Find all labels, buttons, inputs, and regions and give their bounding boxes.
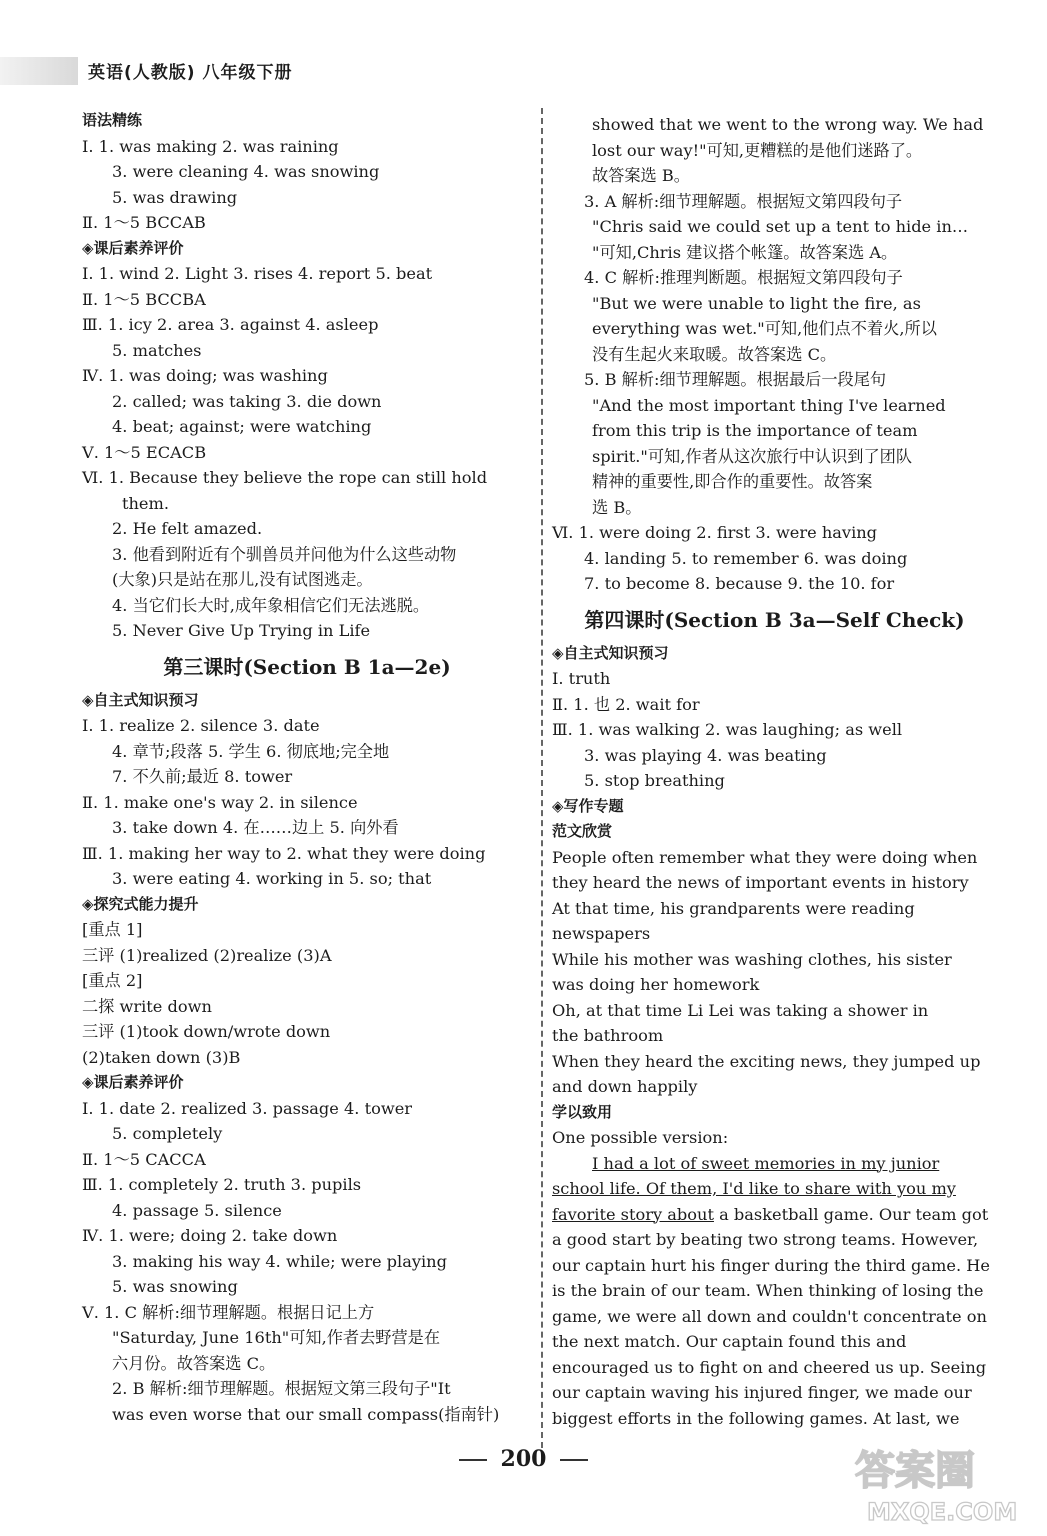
line-text: 语法精练 (82, 111, 143, 129)
text-line (552, 947, 997, 973)
line-text: While his mother was washing clothes, his sister (552, 949, 952, 969)
text-line (82, 389, 532, 415)
line-text: ◈写作专题 (552, 796, 624, 815)
line-text: biggest efforts in the following games. At last, we (552, 1408, 960, 1428)
line-text: 2. called; was taking 3. die down (112, 391, 382, 411)
line-text: our captain hurt his finger during the third game. He (552, 1255, 990, 1275)
text-line (552, 1023, 997, 1049)
line-text: 5. matches (112, 340, 202, 360)
line-text: newspapers (552, 924, 651, 943)
line-text: encouraged us to fight on and cheered us up. Seeing (552, 1357, 987, 1377)
line-text: 2. B 解析:细节理解题。根据短文第三段句子"It (112, 1379, 451, 1398)
line-text: 4. landing 5. to remember 6. was doing (584, 548, 908, 568)
line-text: our captain waving his injured finger, we made our (552, 1383, 972, 1402)
line-text: Ⅴ. 1～5 ECACB (82, 442, 207, 462)
text-line (82, 185, 532, 211)
line-text: spirit."可知,作者从这次旅行中认识到了团队 (592, 446, 913, 466)
text-line (552, 692, 997, 718)
line-text: 5. was snowing (112, 1277, 238, 1296)
text-line (82, 1172, 532, 1198)
line-text: showed that we went to the wrong way. We had (592, 115, 984, 134)
text-line (552, 1227, 997, 1253)
line-text: Ⅲ. 1. icy 2. area 3. against 4. asleep (82, 315, 379, 334)
text-line (552, 316, 997, 342)
text-line (82, 1351, 532, 1377)
text-line (552, 768, 997, 794)
line-text: 4. beat; against; were watching (112, 417, 372, 436)
line-text: Ⅰ. 1. date 2. realized 3. passage 4. tower (82, 1098, 413, 1118)
line-text: "But we were unable to light the fire, as (592, 293, 921, 313)
text-line (552, 717, 997, 743)
text-line (552, 819, 997, 845)
text-line (552, 641, 997, 667)
line-text: Ⅵ. 1. Because they believe the rope can still hold (82, 468, 488, 487)
text-line (82, 1045, 532, 1071)
text-line (552, 1406, 997, 1432)
line-text: Ⅰ. 1. realize 2. silence 3. date (82, 716, 320, 735)
line-text: Ⅱ. 1. 也 2. wait for (552, 694, 700, 714)
line-text: 故答案选 B。 (592, 166, 690, 185)
text-line (552, 291, 997, 317)
line-text: 二探 write down (82, 996, 212, 1016)
line-text: 3. was playing 4. was beating (584, 745, 827, 765)
text-line (82, 542, 532, 568)
line-text: from this trip is the importance of team (592, 421, 918, 440)
text-line (82, 567, 532, 593)
text-line (552, 1380, 997, 1406)
text-line (82, 917, 532, 943)
text-line (552, 138, 997, 164)
text-line (82, 159, 532, 185)
line-text: 4. passage 5. silence (112, 1200, 282, 1220)
text-line (82, 1096, 532, 1122)
line-text: favorite story about (552, 1204, 714, 1224)
line-text: Ⅲ. 1. completely 2. truth 3. pupils (82, 1175, 362, 1194)
text-line (82, 943, 532, 969)
line-text: People often remember what they were doing when (552, 847, 978, 867)
text-line (82, 287, 532, 313)
text-line (82, 338, 532, 364)
text-line (82, 210, 532, 236)
text-line (552, 794, 997, 820)
page-number: 200 (500, 1446, 547, 1472)
line-text: (2)taken down (3)B (82, 1047, 241, 1067)
text-line (552, 520, 997, 546)
line-text: was doing her homework (552, 975, 760, 994)
text-line (82, 312, 532, 338)
line-text: Ⅰ. 1. was making 2. was raining (82, 136, 339, 156)
line-text: is the brain of our team. When thinking of losing the (552, 1281, 984, 1300)
line-text: 3. making his way 4. while; were playing (112, 1251, 447, 1271)
line-text: 3. were eating 4. working in 5. so; that (112, 869, 432, 888)
line-text: 4. 章节;段落 5. 学生 6. 彻底地;完全地 (112, 741, 390, 761)
column-divider (541, 108, 543, 1448)
text-line (552, 1329, 997, 1355)
running-header: 英语(人教版) 八年级下册 (88, 63, 293, 83)
line-text: Ⅱ. 1～5 BCCBA (82, 289, 206, 309)
line-text: ◈探究式能力提升 (82, 894, 199, 913)
line-text: 4. 当它们长大时,成年象相信它们无法逃脱。 (112, 595, 430, 615)
text-line (552, 870, 997, 896)
line-text: game, we were all down and couldn't concentrate on (552, 1306, 987, 1326)
line-text: 选 B。 (592, 497, 642, 517)
text-line (552, 1100, 997, 1126)
line-text: 范文欣赏 (552, 822, 613, 840)
text-line (82, 1249, 532, 1275)
text-line (82, 134, 532, 160)
text-line (82, 465, 532, 491)
text-line (82, 1147, 532, 1173)
text-line (82, 841, 532, 867)
line-text: One possible version: (552, 1128, 729, 1147)
text-line (82, 516, 532, 542)
text-line (552, 1304, 997, 1330)
left-column (82, 108, 532, 1427)
text-line (82, 108, 532, 134)
line-text: [重点 1] (82, 920, 143, 939)
text-line (552, 972, 997, 998)
line-text: Ⅴ. 1. C 解析:细节理解题。根据日记上方 (82, 1302, 375, 1322)
text-line (82, 815, 532, 841)
text-line (552, 367, 997, 393)
section-heading (552, 603, 997, 637)
text-line (82, 968, 532, 994)
text-line (552, 265, 997, 291)
text-line (82, 1121, 532, 1147)
line-text: 三评 (1)realized (2)realize (3)A (82, 945, 332, 965)
text-line (82, 491, 532, 517)
line-text: lost our way!"可知,更糟糕的是他们迷路了。 (592, 140, 923, 160)
line-text: was even worse that our small compass(指南针) (112, 1404, 500, 1424)
line-text: ◈自主式知识预习 (552, 643, 669, 662)
line-text: ◈自主式知识预习 (82, 690, 199, 709)
line-text: 7. to become 8. because 9. the 10. for (584, 574, 895, 593)
line-text: Ⅳ. 1. were; doing 2. take down (82, 1226, 338, 1245)
text-line (552, 1151, 997, 1177)
line-text: 7. 不久前;最近 8. tower (112, 767, 293, 786)
text-line (552, 1125, 997, 1151)
text-line (552, 1049, 997, 1075)
text-line (552, 163, 997, 189)
watermark-url: MXQE.COM (867, 1498, 1018, 1526)
text-line (82, 261, 532, 287)
line-text: At that time, his grandparents were reading (552, 898, 915, 918)
line-text: 5. completely (112, 1124, 223, 1143)
text-line (552, 921, 997, 947)
text-line (552, 1355, 997, 1381)
line-text: everything was wet."可知,他们点不着火,所以 (592, 319, 937, 338)
watermark-logo (847, 1436, 1027, 1526)
line-text: and down happily (552, 1077, 698, 1096)
text-line (552, 1278, 997, 1304)
line-text: 精神的重要性,即合作的重要性。故答案 (592, 472, 873, 491)
text-line (552, 666, 997, 692)
line-text: 六月份。故答案选 C。 (112, 1353, 276, 1373)
line-text: "可知,Chris 建议搭个帐篷。故答案选 A。 (592, 242, 898, 262)
text-line (82, 363, 532, 389)
text-line (82, 440, 532, 466)
right-column (552, 112, 997, 1431)
line-text: 3. A 解析:细节理解题。根据短文第四段句子 (584, 191, 903, 211)
text-line (552, 1253, 997, 1279)
line-text: 5. stop breathing (584, 771, 725, 790)
line-text: Ⅰ. 1. wind 2. Light 3. rises 4. report 5. beat (82, 264, 433, 283)
line-text: 5. B 解析:细节理解题。根据最后一段尾句 (584, 370, 887, 389)
text-line (82, 994, 532, 1020)
line-text: "And the most important thing I've learned (592, 395, 946, 415)
line-text: 3. take down 4. 在……边上 5. 向外看 (112, 818, 399, 837)
text-line (552, 546, 997, 572)
line-text: 5. Never Give Up Trying in Life (112, 621, 371, 640)
text-line (82, 713, 532, 739)
line-text: ◈课后素养评价 (82, 238, 184, 257)
line-text: [重点 2] (82, 971, 143, 990)
line-text: them. (122, 493, 170, 513)
line-text: 3. 他看到附近有个驯兽员并问他为什么这些动物 (112, 544, 457, 564)
line-text-rest: a basketball game. Our team got (713, 1204, 989, 1224)
text-line (82, 688, 532, 714)
text-line (82, 1019, 532, 1045)
text-line (552, 845, 997, 871)
line-text: Ⅱ. 1～5 BCCAB (82, 213, 206, 232)
section-heading (82, 650, 532, 684)
line-text: Ⅱ. 1. make one's way 2. in silence (82, 792, 358, 812)
line-text: 第四课时(Section B 3a—Self Check) (584, 607, 965, 632)
line-text: "Chris said we could set up a tent to hide in… (592, 217, 969, 236)
text-line (82, 618, 532, 644)
text-line (82, 892, 532, 918)
text-line (82, 236, 532, 262)
text-line (82, 739, 532, 765)
text-line (552, 444, 997, 470)
text-line (552, 495, 997, 521)
line-text: they heard the news of important events in history (552, 873, 969, 892)
text-line (552, 743, 997, 769)
line-text: Ⅵ. 1. were doing 2. first 3. were having (552, 523, 878, 542)
text-line (552, 998, 997, 1024)
line-text: 没有生起火来取暖。故答案选 C。 (592, 344, 837, 364)
line-text: 学以致用 (552, 1102, 613, 1121)
text-line (82, 1198, 532, 1224)
text-line (552, 112, 997, 138)
line-text: the next match. Our captain found this and (552, 1332, 907, 1351)
line-text: (大象)只是站在那儿,没有试图逃走。 (112, 570, 373, 589)
line-text: Ⅲ. 1. making her way to 2. what they were doing (82, 843, 486, 863)
line-text: "Saturday, June 16th"可知,作者去野营是在 (112, 1328, 441, 1347)
line-text: 4. C 解析:推理判断题。根据短文第四段句子 (584, 268, 903, 287)
line-text: Ⅰ. truth (552, 669, 611, 688)
line-text: 5. was drawing (112, 187, 238, 207)
line-text: Ⅲ. 1. was walking 2. was laughing; as well (552, 720, 903, 739)
text-line (82, 1274, 532, 1300)
text-line (552, 214, 997, 240)
text-line (82, 1325, 532, 1351)
text-line (82, 866, 532, 892)
text-line (82, 764, 532, 790)
text-line (82, 1070, 532, 1096)
text-line (82, 414, 532, 440)
text-line (552, 393, 997, 419)
text-line (82, 1223, 532, 1249)
text-line (552, 1202, 997, 1228)
line-text: Ⅱ. 1～5 CACCA (82, 1149, 206, 1169)
line-text: 3. were cleaning 4. was snowing (112, 162, 380, 181)
line-text: ◈课后素养评价 (82, 1073, 184, 1091)
text-line (82, 1300, 532, 1326)
text-line (552, 1176, 997, 1202)
line-text: 三评 (1)took down/wrote down (82, 1022, 331, 1041)
line-text: I had a lot of sweet memories in my junior (592, 1153, 940, 1173)
text-line (552, 571, 997, 597)
text-line (552, 342, 997, 368)
text-line (82, 1402, 532, 1428)
text-line (82, 790, 532, 816)
line-text: 第三课时(Section B 1a—2e) (163, 654, 451, 679)
text-line (552, 189, 997, 215)
text-line (82, 1376, 532, 1402)
text-line (82, 593, 532, 619)
line-text: Oh, at that time Li Lei was taking a shower in (552, 1000, 929, 1020)
line-text: When they heard the exciting news, they jumped up (552, 1051, 981, 1071)
text-line (552, 1074, 997, 1100)
line-text: 2. He felt amazed. (112, 519, 263, 538)
line-text: school life. Of them, I'd like to share with you my (552, 1179, 956, 1198)
line-text: Ⅳ. 1. was doing; was washing (82, 366, 328, 385)
text-line (552, 240, 997, 266)
text-line (552, 896, 997, 922)
line-text: a good start by beating two strong teams. However, (552, 1230, 979, 1249)
header-decoration (0, 57, 78, 85)
watermark-text: 答案圈 (855, 1448, 975, 1494)
text-line (552, 418, 997, 444)
line-text: the bathroom (552, 1026, 664, 1045)
text-line (552, 469, 997, 495)
